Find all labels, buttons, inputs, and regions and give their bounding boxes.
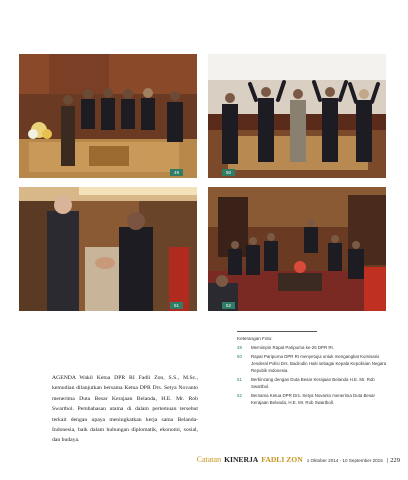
page-footer: [197, 455, 400, 467]
photo-raised-hands-image: [208, 54, 386, 178]
photo-number-badge: 50: [222, 169, 235, 176]
footer-separator: |: [386, 458, 389, 464]
photo-handshake-ambassador: [19, 187, 197, 311]
caption-text: Rapat Paripurna DPR RI menyetujui untuk mengangkat Komisaris Jenderal Polisi Drs. Badrodin Haiti sebagai Kepala Kepolisian Negara Repubik Indonesia.: [251, 354, 387, 373]
photo-plenary-session: [19, 54, 197, 178]
photo-handshake-image: [19, 187, 197, 311]
footer-dates: 1 Oktober 2014 - 10 September 2015: [306, 458, 383, 463]
caption-number: 49: [237, 345, 242, 350]
photo-meeting-room-image: [208, 187, 386, 311]
caption-item: [237, 376, 387, 390]
caption-number: 51: [237, 377, 242, 382]
caption-number: 52: [237, 393, 242, 398]
photo-captions: [237, 331, 387, 408]
photo-number-badge: 49: [170, 169, 183, 176]
footer-kinerja: KINERJA: [224, 455, 259, 464]
caption-item: [237, 344, 387, 351]
page-number: 229: [390, 457, 400, 464]
caption-item: [237, 353, 387, 374]
footer-fadli-zon: FADLI ZON: [261, 455, 303, 464]
photo-raised-hands: [208, 54, 386, 178]
caption-number: 50: [237, 354, 242, 359]
caption-title: Keterangan Foto:: [237, 336, 273, 341]
caption-text: Memimpin Rapat Paripurna ke-25 DPR RI.: [251, 345, 334, 350]
photo-meeting-room: [208, 187, 386, 311]
caption-text: Bersama Ketua DPR Drs. Setya Novanto menerima Duta Besar Kerajaan Belanda, H.E. Mr. Rob Swartboll.: [251, 393, 375, 405]
photo-number-badge: 51: [170, 302, 183, 309]
caption-item: [237, 392, 387, 406]
body-paragraph: AGENDA Wakil Ketua DPR RI Fadli Zon, S.S., M.Sc., kemudian dilanjutkan bersama Ketua DPR Drs. Setya Novanto menerima Duta Besar Kerajaan Belanda, H.E. Mr. Rob Swartbol. Pembahasan utama di dalam pertemuan tersebut terkait dengan upaya meningkatkan kerja sama Belanda-Indonesia, baik dalam hubungan diplomatik, ekonomi, sosial, dan budaya.: [52, 375, 198, 444]
photo-number-badge: 52: [222, 302, 235, 309]
caption-text: Berbincang dengan Duta Besar Kerajaan Belanda H.E. Mr. Rob Swartbol.: [251, 377, 375, 389]
footer-catatan: Catatan: [196, 455, 222, 464]
photo-plenary-image: [19, 54, 197, 178]
caption-divider: [237, 331, 317, 332]
